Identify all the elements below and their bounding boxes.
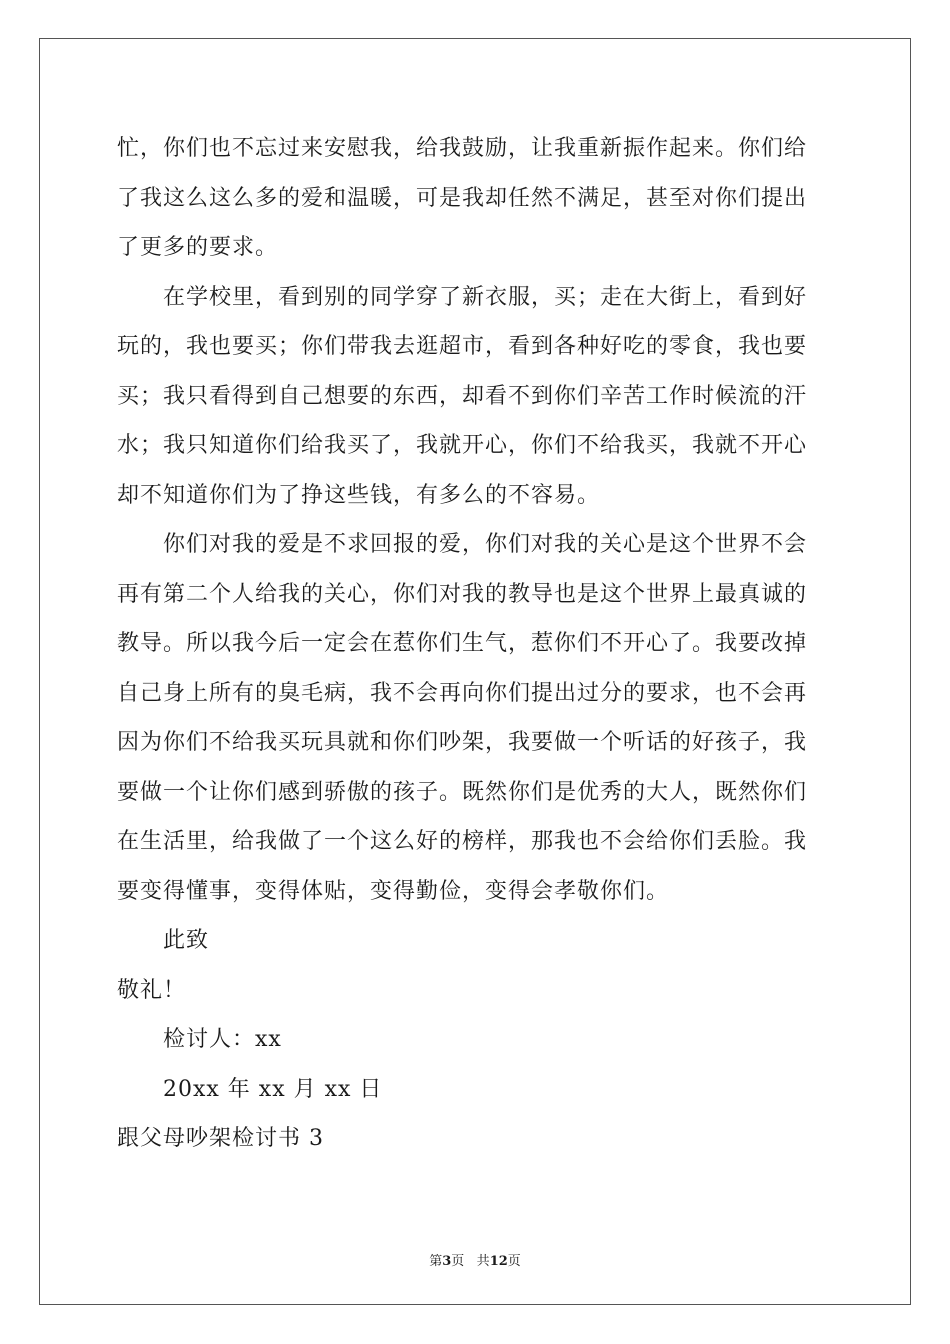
paragraph-line: 了更多的要求。 <box>117 235 279 260</box>
closing-salutation: 此致 <box>163 928 210 953</box>
total-prefix: 共 <box>476 1254 490 1269</box>
total-pages: 12 <box>489 1254 508 1269</box>
paragraph-line: 买；我只看得到自己想要的东西，却看不到你们辛苦工作时候流的汗 <box>117 383 808 409</box>
paragraph-line: 要做一个让你们感到骄傲的孩子。既然你们是优秀的大人，既然你们 <box>117 779 808 805</box>
paragraph-line: 却不知道你们为了挣这些钱，有多么的不容易。 <box>117 482 601 508</box>
paragraph-line: 因为你们不给我买玩具就和你们吵架，我要做一个听话的好孩子，我 <box>117 730 808 755</box>
total-suffix: 页 <box>507 1254 521 1269</box>
date-line: 20xx 年 xx 月 xx 日 <box>163 1076 383 1102</box>
signature-line: 检讨人：xx <box>163 1027 282 1052</box>
paragraph-line: 要变得懂事，变得体贴，变得勤俭，变得会孝敬你们。 <box>117 878 670 904</box>
paragraph-line: 教导。所以我今后一定会在惹你们生气，惹你们不开心了。我要改掉 <box>117 631 808 656</box>
page-suffix: 页 <box>451 1254 465 1269</box>
paragraph-line: 自己身上所有的臭毛病，我不会再向你们提出过分的要求，也不会再 <box>117 680 808 706</box>
page-number: 3 <box>442 1254 452 1269</box>
paragraph-line: 在学校里，看到别的同学穿了新衣服，买；走在大街上，看到好 <box>163 284 808 310</box>
paragraph-line: 在生活里，给我做了一个这么好的榜样，那我也不会给你们丢脸。我 <box>117 829 808 854</box>
paragraph-line: 再有第二个人给我的关心，你们对我的教导也是这个世界上最真诚的 <box>117 581 808 607</box>
paragraph-line: 玩的，我也要买；你们带我去逛超市，看到各种好吃的零食，我也要 <box>117 334 808 359</box>
page-footer <box>0 1250 950 1269</box>
closing-regards: 敬礼！ <box>117 977 187 1003</box>
paragraph-line: 忙，你们也不忘过来安慰我，给我鼓励，让我重新振作起来。你们给 <box>117 136 808 161</box>
paragraph-line: 水；我只知道你们给我买了，我就开心，你们不给我买，我就不开心 <box>117 433 808 458</box>
document-body <box>117 124 833 1164</box>
page-prefix: 第 <box>429 1254 443 1269</box>
paragraph-line: 了我这么这么多的爱和温暖，可是我却任然不满足，甚至对你们提出 <box>117 185 808 211</box>
paragraph-line: 你们对我的爱是不求回报的爱，你们对我的关心是这个世界不会 <box>163 532 808 557</box>
next-section-title: 跟父母吵架检讨书 3 <box>117 1126 324 1151</box>
